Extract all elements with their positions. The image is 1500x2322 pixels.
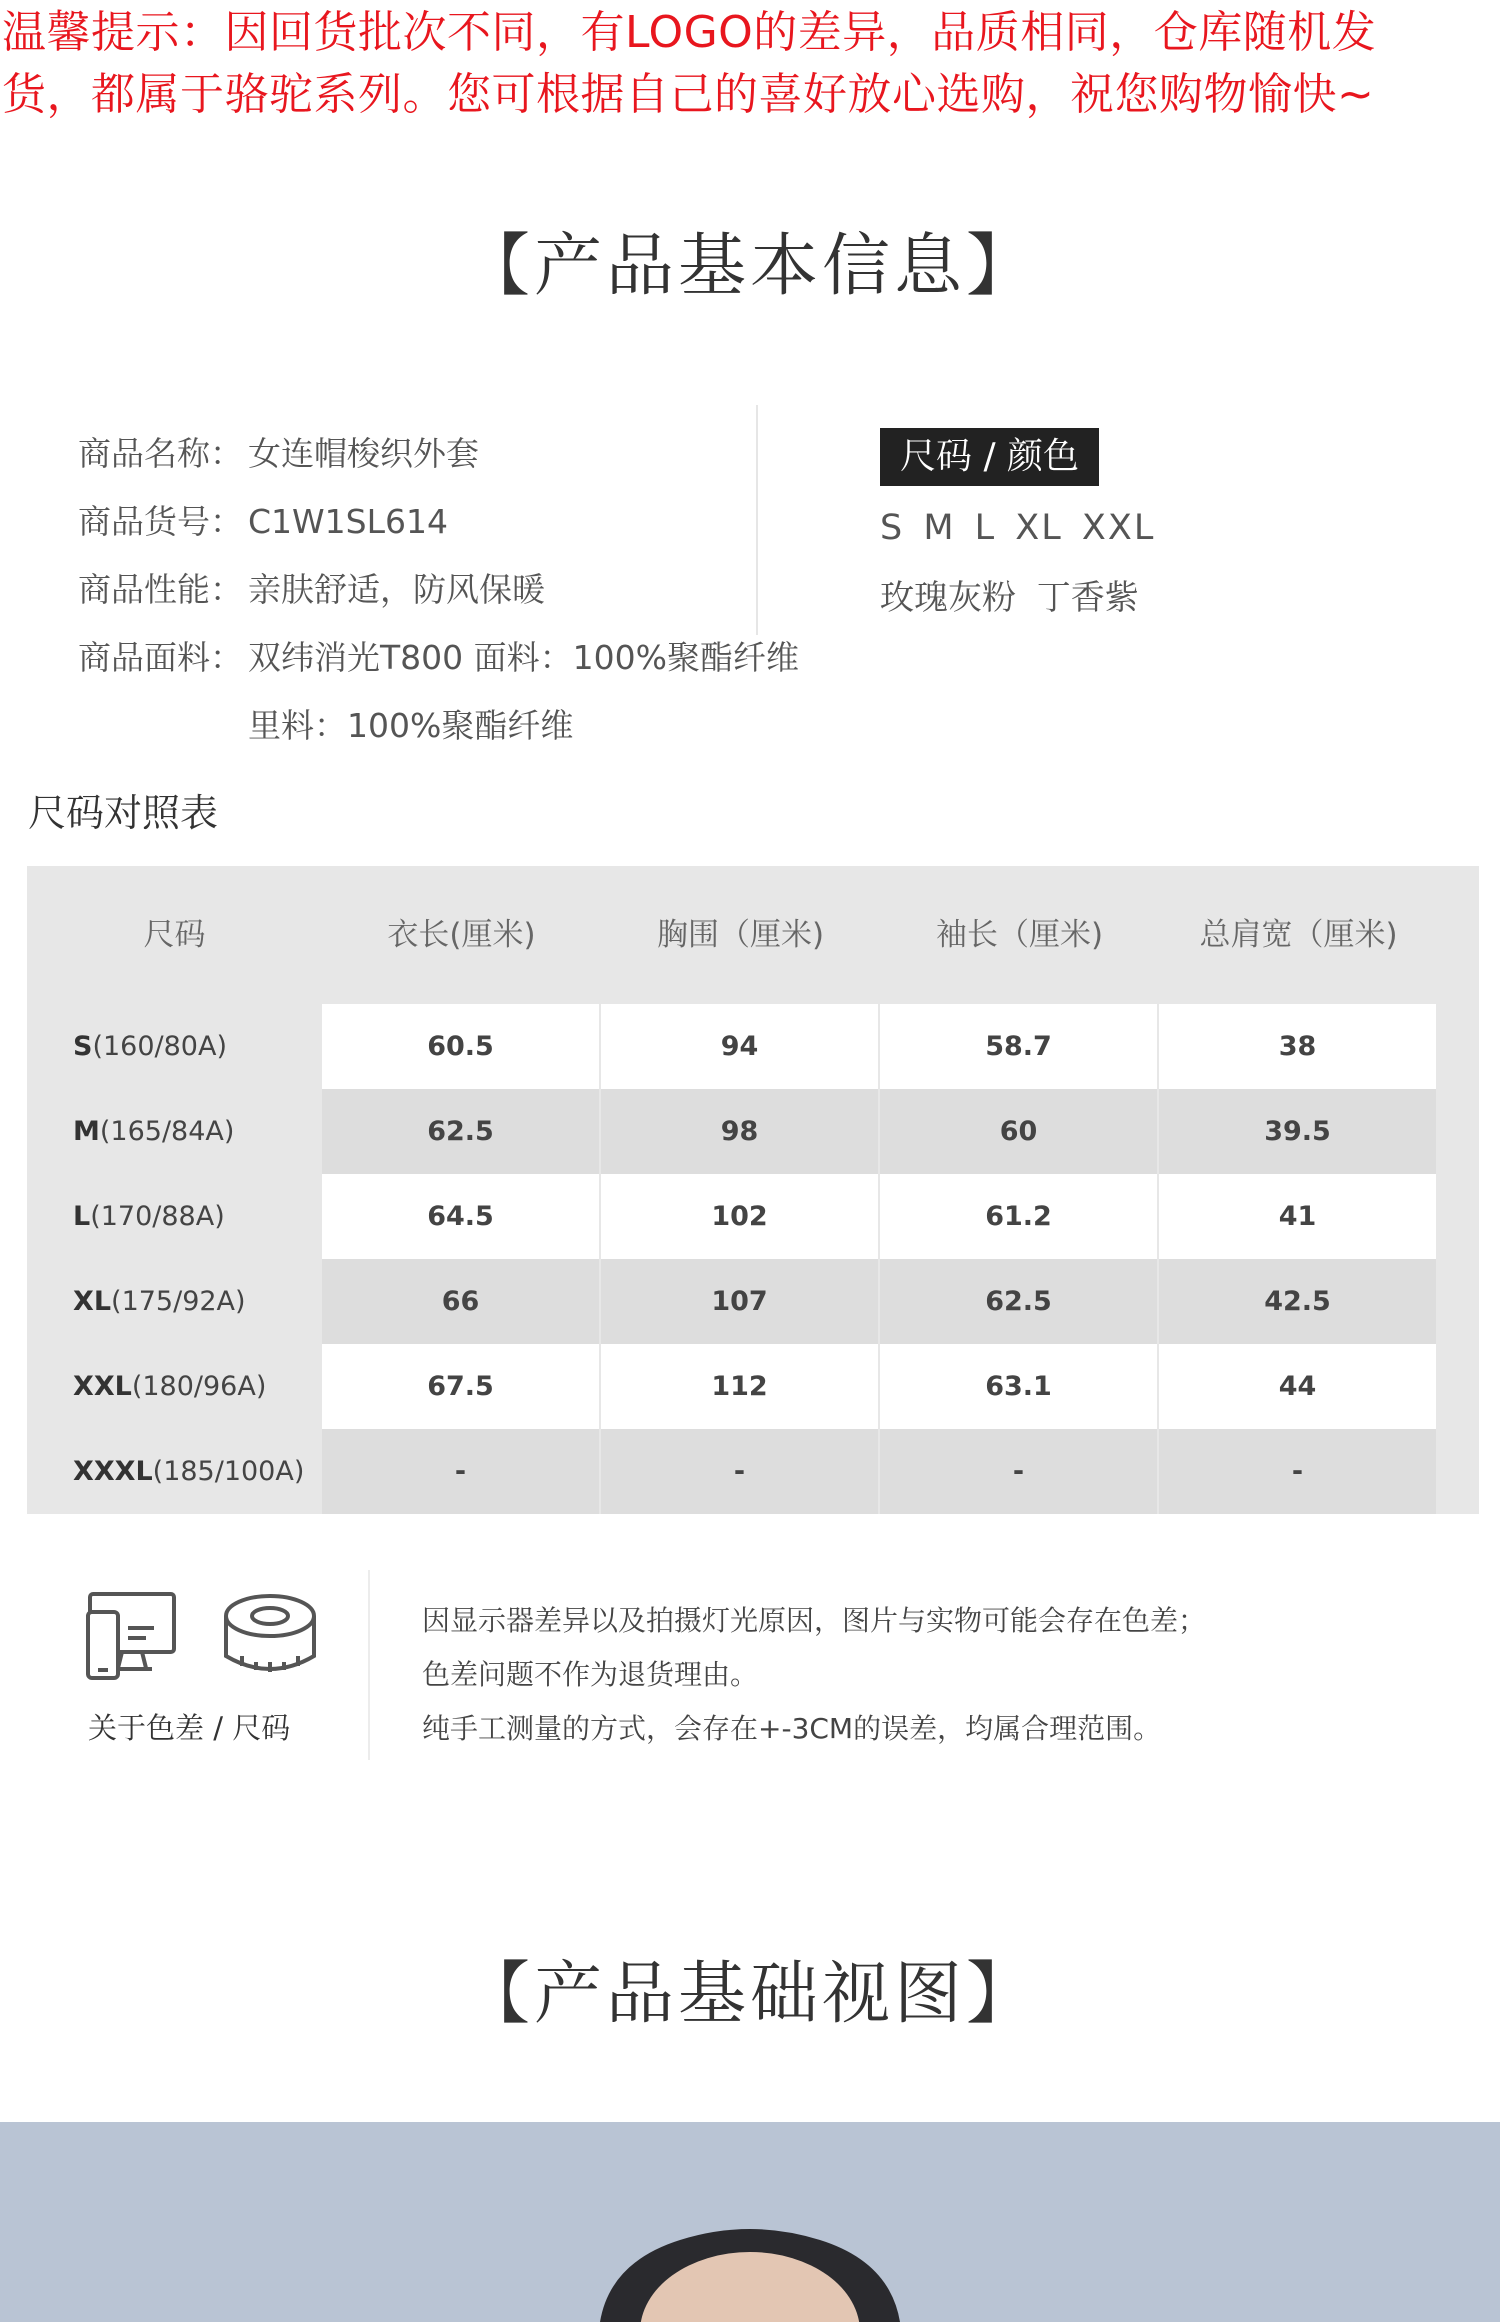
size-chart-title: 尺码对照表 — [28, 791, 219, 835]
disclaimer-line-3: 纯手工测量的方式，会存在+-3CM的误差，均属合理范围。 — [422, 1712, 1162, 1745]
size-color-panel — [880, 428, 1155, 619]
table-cell: - — [601, 1429, 878, 1514]
size-spec: (160/80A) — [92, 1031, 227, 1062]
size-code: XXL — [73, 1371, 132, 1402]
size-spec: (175/92A) — [111, 1286, 246, 1317]
size-code: S — [73, 1031, 93, 1062]
size-spec: (170/88A) — [90, 1201, 225, 1232]
disclaimer-text — [422, 1594, 1206, 1756]
table-cell: 38 — [1159, 1004, 1436, 1089]
product-photo — [0, 2122, 1500, 2322]
size-code: XL — [73, 1286, 112, 1317]
product-info-list — [78, 420, 799, 760]
available-sizes: S M L XL XXL — [880, 508, 1156, 548]
table-cell: - — [322, 1429, 599, 1514]
size-spec: (165/84A) — [99, 1116, 235, 1147]
size-code: XXXL — [73, 1456, 153, 1487]
info-row-fabric — [78, 624, 799, 692]
info-row-sku — [78, 488, 799, 556]
table-cell: 39.5 — [1159, 1089, 1436, 1174]
table-row — [27, 1174, 1479, 1259]
table-cell: - — [880, 1429, 1157, 1514]
table-cell: 58.7 — [880, 1004, 1157, 1089]
table-cell: 44 — [1159, 1344, 1436, 1429]
row-size-label — [73, 1004, 227, 1089]
disclaimer-caption: 关于色差 / 尺码 — [88, 1711, 291, 1745]
size-spec: (185/100A) — [152, 1456, 305, 1487]
row-size-label — [73, 1089, 234, 1174]
table-cell: 41 — [1159, 1174, 1436, 1259]
info-row-name — [78, 420, 799, 488]
table-cell: 94 — [601, 1004, 878, 1089]
disclaimer-line-2: 色差问题不作为退货理由。 — [422, 1658, 759, 1691]
table-cell: 42.5 — [1159, 1259, 1436, 1344]
table-cell: 64.5 — [322, 1174, 599, 1259]
header-shoulder: 总肩宽（厘米) — [1199, 917, 1398, 953]
info-row-performance — [78, 556, 799, 624]
size-chart-header — [27, 866, 1479, 1004]
table-cell: 60.5 — [322, 1004, 599, 1089]
notice-banner — [2, 2, 1492, 126]
notice-line-2: 货，都属于骆驼系列。您可根据自己的喜好放心选购，祝您购物愉快~ — [2, 69, 1375, 120]
disclaimer-line-1: 因显示器差异以及拍摄灯光原因，图片与实物可能会存在色差； — [422, 1604, 1207, 1637]
info-label: 商品名称： — [78, 434, 243, 473]
model-photo-image — [0, 2122, 1500, 2322]
table-cell: 62.5 — [880, 1259, 1157, 1344]
info-value: 双纬消光T800 面料：100%聚酯纤维 — [248, 638, 799, 677]
tape-measure-icon — [218, 1590, 328, 1690]
table-row — [27, 1344, 1479, 1429]
info-label: 商品面料： — [78, 638, 243, 677]
table-cell: 107 — [601, 1259, 878, 1344]
table-row — [27, 1004, 1479, 1089]
section-title-basic-info: 【产品基本信息】 — [461, 227, 1038, 306]
table-cell: 67.5 — [322, 1344, 599, 1429]
size-spec: (180/96A) — [131, 1371, 267, 1402]
size-code: L — [73, 1201, 91, 1232]
header-length: 衣长(厘米) — [387, 917, 536, 953]
notice-line-1: 温馨提示：因回货批次不同，有LOGO的差异，品质相同，仓库随机发 — [2, 7, 1377, 58]
table-cell: 102 — [601, 1174, 878, 1259]
table-cell: 60 — [880, 1089, 1157, 1174]
size-chart-table — [27, 866, 1479, 1514]
size-code: M — [73, 1116, 100, 1147]
table-row — [27, 1089, 1479, 1174]
row-size-label — [73, 1344, 266, 1429]
size-color-badge: 尺码 / 颜色 — [880, 428, 1099, 486]
disclaimer-divider — [368, 1570, 370, 1760]
info-value: 里料：100%聚酯纤维 — [248, 706, 574, 745]
row-size-label — [73, 1429, 304, 1514]
table-cell: 66 — [322, 1259, 599, 1344]
info-value: C1W1SL614 — [248, 502, 448, 541]
header-chest: 胸围（厘米) — [656, 917, 825, 953]
info-label: 商品性能： — [78, 570, 243, 609]
info-value: 亲肤舒适，防风保暖 — [248, 570, 545, 609]
table-cell: 62.5 — [322, 1089, 599, 1174]
row-size-label — [73, 1174, 225, 1259]
table-row — [27, 1429, 1479, 1514]
table-cell: 98 — [601, 1089, 878, 1174]
table-cell: 112 — [601, 1344, 878, 1429]
row-size-label — [73, 1259, 246, 1344]
info-divider — [756, 405, 758, 635]
available-colors: 玫瑰灰粉 丁香紫 — [880, 578, 1139, 618]
header-sleeve: 袖长（厘米) — [935, 917, 1104, 953]
table-cell: 61.2 — [880, 1174, 1157, 1259]
table-cell: 63.1 — [880, 1344, 1157, 1429]
table-row — [27, 1259, 1479, 1344]
info-label: 商品货号： — [78, 502, 243, 541]
header-size: 尺码 — [143, 917, 206, 953]
info-row-lining — [78, 692, 799, 760]
table-cell: - — [1159, 1429, 1436, 1514]
info-value: 女连帽梭织外套 — [248, 434, 479, 473]
section-title-views: 【产品基础视图】 — [461, 1955, 1038, 2034]
